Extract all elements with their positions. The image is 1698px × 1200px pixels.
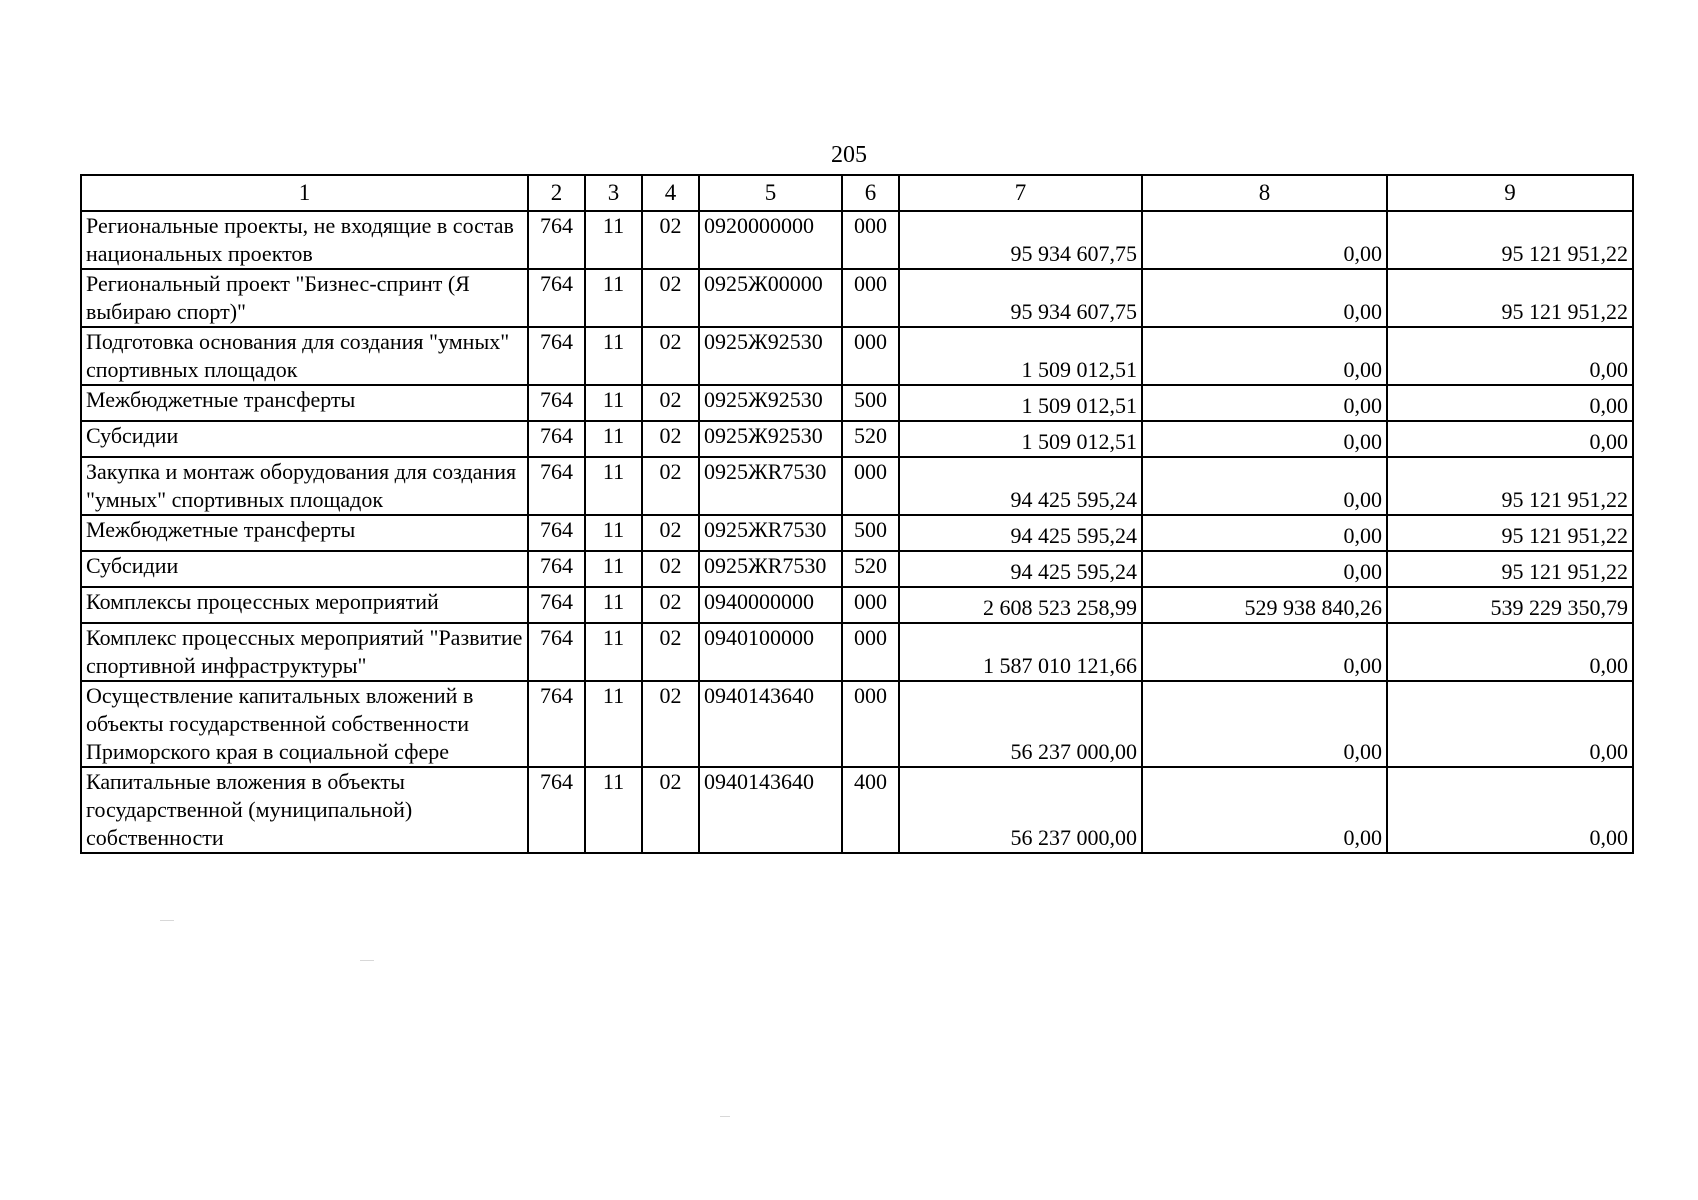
amount-col9-cell: 0,00 bbox=[1387, 385, 1633, 421]
row-name-cell: Комплекс процессных мероприятий "Развитие спортивной инфраструктуры" bbox=[81, 623, 528, 681]
grbs-code-cell: 764 bbox=[528, 587, 585, 623]
target-article-cell: 0940100000 bbox=[699, 623, 842, 681]
expense-type-cell: 000 bbox=[842, 269, 899, 327]
subsection-code-cell: 02 bbox=[642, 327, 699, 385]
amount-col8-cell: 0,00 bbox=[1142, 421, 1387, 457]
row-name-cell: Капитальные вложения в объекты государственной (муниципальной) собственности bbox=[81, 767, 528, 853]
amount-col8-cell: 0,00 bbox=[1142, 457, 1387, 515]
row-name-cell: Межбюджетные трансферты bbox=[81, 515, 528, 551]
subsection-code-cell: 02 bbox=[642, 623, 699, 681]
amount-col9-cell: 0,00 bbox=[1387, 681, 1633, 767]
row-name-cell: Субсидии bbox=[81, 551, 528, 587]
subsection-code-cell: 02 bbox=[642, 269, 699, 327]
target-article-cell: 0920000000 bbox=[699, 211, 842, 269]
amount-col7-cell: 95 934 607,75 bbox=[899, 269, 1142, 327]
amount-col7-cell: 56 237 000,00 bbox=[899, 681, 1142, 767]
grbs-code-cell: 764 bbox=[528, 385, 585, 421]
amount-col9-cell: 95 121 951,22 bbox=[1387, 551, 1633, 587]
subsection-code-cell: 02 bbox=[642, 385, 699, 421]
amount-col8-cell: 0,00 bbox=[1142, 385, 1387, 421]
grbs-code-cell: 764 bbox=[528, 457, 585, 515]
amount-col7-cell: 95 934 607,75 bbox=[899, 211, 1142, 269]
target-article-cell: 0925Ж92530 bbox=[699, 421, 842, 457]
amount-col7-cell: 94 425 595,24 bbox=[899, 551, 1142, 587]
table-row bbox=[81, 551, 1633, 587]
amount-col7-cell: 1 509 012,51 bbox=[899, 385, 1142, 421]
target-article-cell: 0925ЖR7530 bbox=[699, 457, 842, 515]
target-article-cell: 0940143640 bbox=[699, 767, 842, 853]
amount-col8-cell: 0,00 bbox=[1142, 327, 1387, 385]
column-header: 9 bbox=[1387, 175, 1633, 211]
amount-col8-cell: 0,00 bbox=[1142, 551, 1387, 587]
target-article-cell: 0925Ж92530 bbox=[699, 327, 842, 385]
amount-col8-cell: 0,00 bbox=[1142, 269, 1387, 327]
amount-col8-cell: 0,00 bbox=[1142, 211, 1387, 269]
row-name-cell: Субсидии bbox=[81, 421, 528, 457]
column-header: 4 bbox=[642, 175, 699, 211]
expense-type-cell: 400 bbox=[842, 767, 899, 853]
amount-col9-cell: 0,00 bbox=[1387, 767, 1633, 853]
section-code-cell: 11 bbox=[585, 457, 642, 515]
section-code-cell: 11 bbox=[585, 587, 642, 623]
amount-col7-cell: 1 587 010 121,66 bbox=[899, 623, 1142, 681]
column-header: 8 bbox=[1142, 175, 1387, 211]
amount-col9-cell: 539 229 350,79 bbox=[1387, 587, 1633, 623]
target-article-cell: 0940143640 bbox=[699, 681, 842, 767]
subsection-code-cell: 02 bbox=[642, 767, 699, 853]
amount-col7-cell: 94 425 595,24 bbox=[899, 515, 1142, 551]
section-code-cell: 11 bbox=[585, 623, 642, 681]
table-row bbox=[81, 269, 1633, 327]
grbs-code-cell: 764 bbox=[528, 623, 585, 681]
amount-col9-cell: 0,00 bbox=[1387, 327, 1633, 385]
row-name-cell: Подготовка основания для создания "умных" спортивных площадок bbox=[81, 327, 528, 385]
amount-col8-cell: 0,00 bbox=[1142, 767, 1387, 853]
grbs-code-cell: 764 bbox=[528, 211, 585, 269]
table-row bbox=[81, 385, 1633, 421]
column-header: 2 bbox=[528, 175, 585, 211]
scan-artifact bbox=[720, 1116, 730, 1117]
target-article-cell: 0925Ж92530 bbox=[699, 385, 842, 421]
scan-artifact bbox=[360, 960, 374, 961]
expense-type-cell: 000 bbox=[842, 457, 899, 515]
table-row bbox=[81, 515, 1633, 551]
target-article-cell: 0940000000 bbox=[699, 587, 842, 623]
expense-type-cell: 520 bbox=[842, 551, 899, 587]
subsection-code-cell: 02 bbox=[642, 211, 699, 269]
section-code-cell: 11 bbox=[585, 767, 642, 853]
amount-col8-cell: 0,00 bbox=[1142, 515, 1387, 551]
column-header: 7 bbox=[899, 175, 1142, 211]
amount-col7-cell: 1 509 012,51 bbox=[899, 327, 1142, 385]
section-code-cell: 11 bbox=[585, 211, 642, 269]
expense-type-cell: 000 bbox=[842, 211, 899, 269]
amount-col8-cell: 529 938 840,26 bbox=[1142, 587, 1387, 623]
amount-col7-cell: 94 425 595,24 bbox=[899, 457, 1142, 515]
table-row bbox=[81, 681, 1633, 767]
section-code-cell: 11 bbox=[585, 681, 642, 767]
amount-col9-cell: 95 121 951,22 bbox=[1387, 457, 1633, 515]
grbs-code-cell: 764 bbox=[528, 327, 585, 385]
scan-artifact bbox=[160, 920, 174, 921]
header-row bbox=[81, 175, 1633, 211]
section-code-cell: 11 bbox=[585, 327, 642, 385]
expense-type-cell: 000 bbox=[842, 587, 899, 623]
row-name-cell: Региональный проект "Бизнес-спринт (Я выбираю спорт)" bbox=[81, 269, 528, 327]
table-row bbox=[81, 211, 1633, 269]
target-article-cell: 0925ЖR7530 bbox=[699, 551, 842, 587]
target-article-cell: 0925Ж00000 bbox=[699, 269, 842, 327]
expense-type-cell: 000 bbox=[842, 681, 899, 767]
subsection-code-cell: 02 bbox=[642, 681, 699, 767]
grbs-code-cell: 764 bbox=[528, 515, 585, 551]
subsection-code-cell: 02 bbox=[642, 587, 699, 623]
grbs-code-cell: 764 bbox=[528, 551, 585, 587]
grbs-code-cell: 764 bbox=[528, 767, 585, 853]
section-code-cell: 11 bbox=[585, 269, 642, 327]
column-header: 5 bbox=[699, 175, 842, 211]
amount-col7-cell: 2 608 523 258,99 bbox=[899, 587, 1142, 623]
expense-type-cell: 000 bbox=[842, 623, 899, 681]
page-number: 205 bbox=[831, 142, 867, 168]
table-row bbox=[81, 587, 1633, 623]
expense-type-cell: 000 bbox=[842, 327, 899, 385]
amount-col9-cell: 0,00 bbox=[1387, 623, 1633, 681]
grbs-code-cell: 764 bbox=[528, 681, 585, 767]
amount-col8-cell: 0,00 bbox=[1142, 623, 1387, 681]
column-header: 3 bbox=[585, 175, 642, 211]
subsection-code-cell: 02 bbox=[642, 551, 699, 587]
amount-col9-cell: 95 121 951,22 bbox=[1387, 515, 1633, 551]
grbs-code-cell: 764 bbox=[528, 269, 585, 327]
row-name-cell: Закупка и монтаж оборудования для создания "умных" спортивных площадок bbox=[81, 457, 528, 515]
row-name-cell: Осуществление капитальных вложений в объекты государственной собственности Приморского края в социальной сфере bbox=[81, 681, 528, 767]
table-row bbox=[81, 457, 1633, 515]
grbs-code-cell: 764 bbox=[528, 421, 585, 457]
column-header: 1 bbox=[81, 175, 528, 211]
subsection-code-cell: 02 bbox=[642, 421, 699, 457]
expense-type-cell: 520 bbox=[842, 421, 899, 457]
section-code-cell: 11 bbox=[585, 515, 642, 551]
table-row bbox=[81, 327, 1633, 385]
table-row bbox=[81, 421, 1633, 457]
row-name-cell: Региональные проекты, не входящие в состав национальных проектов bbox=[81, 211, 528, 269]
amount-col9-cell: 95 121 951,22 bbox=[1387, 269, 1633, 327]
section-code-cell: 11 bbox=[585, 551, 642, 587]
amount-col7-cell: 56 237 000,00 bbox=[899, 767, 1142, 853]
target-article-cell: 0925ЖR7530 bbox=[699, 515, 842, 551]
expense-type-cell: 500 bbox=[842, 515, 899, 551]
table-row bbox=[81, 623, 1633, 681]
subsection-code-cell: 02 bbox=[642, 515, 699, 551]
section-code-cell: 11 bbox=[585, 385, 642, 421]
table-row bbox=[81, 767, 1633, 853]
amount-col7-cell: 1 509 012,51 bbox=[899, 421, 1142, 457]
amount-col9-cell: 95 121 951,22 bbox=[1387, 211, 1633, 269]
section-code-cell: 11 bbox=[585, 421, 642, 457]
subsection-code-cell: 02 bbox=[642, 457, 699, 515]
amount-col9-cell: 0,00 bbox=[1387, 421, 1633, 457]
amount-col8-cell: 0,00 bbox=[1142, 681, 1387, 767]
budget-table bbox=[80, 174, 1634, 854]
row-name-cell: Межбюджетные трансферты bbox=[81, 385, 528, 421]
column-header: 6 bbox=[842, 175, 899, 211]
row-name-cell: Комплексы процессных мероприятий bbox=[81, 587, 528, 623]
expense-type-cell: 500 bbox=[842, 385, 899, 421]
